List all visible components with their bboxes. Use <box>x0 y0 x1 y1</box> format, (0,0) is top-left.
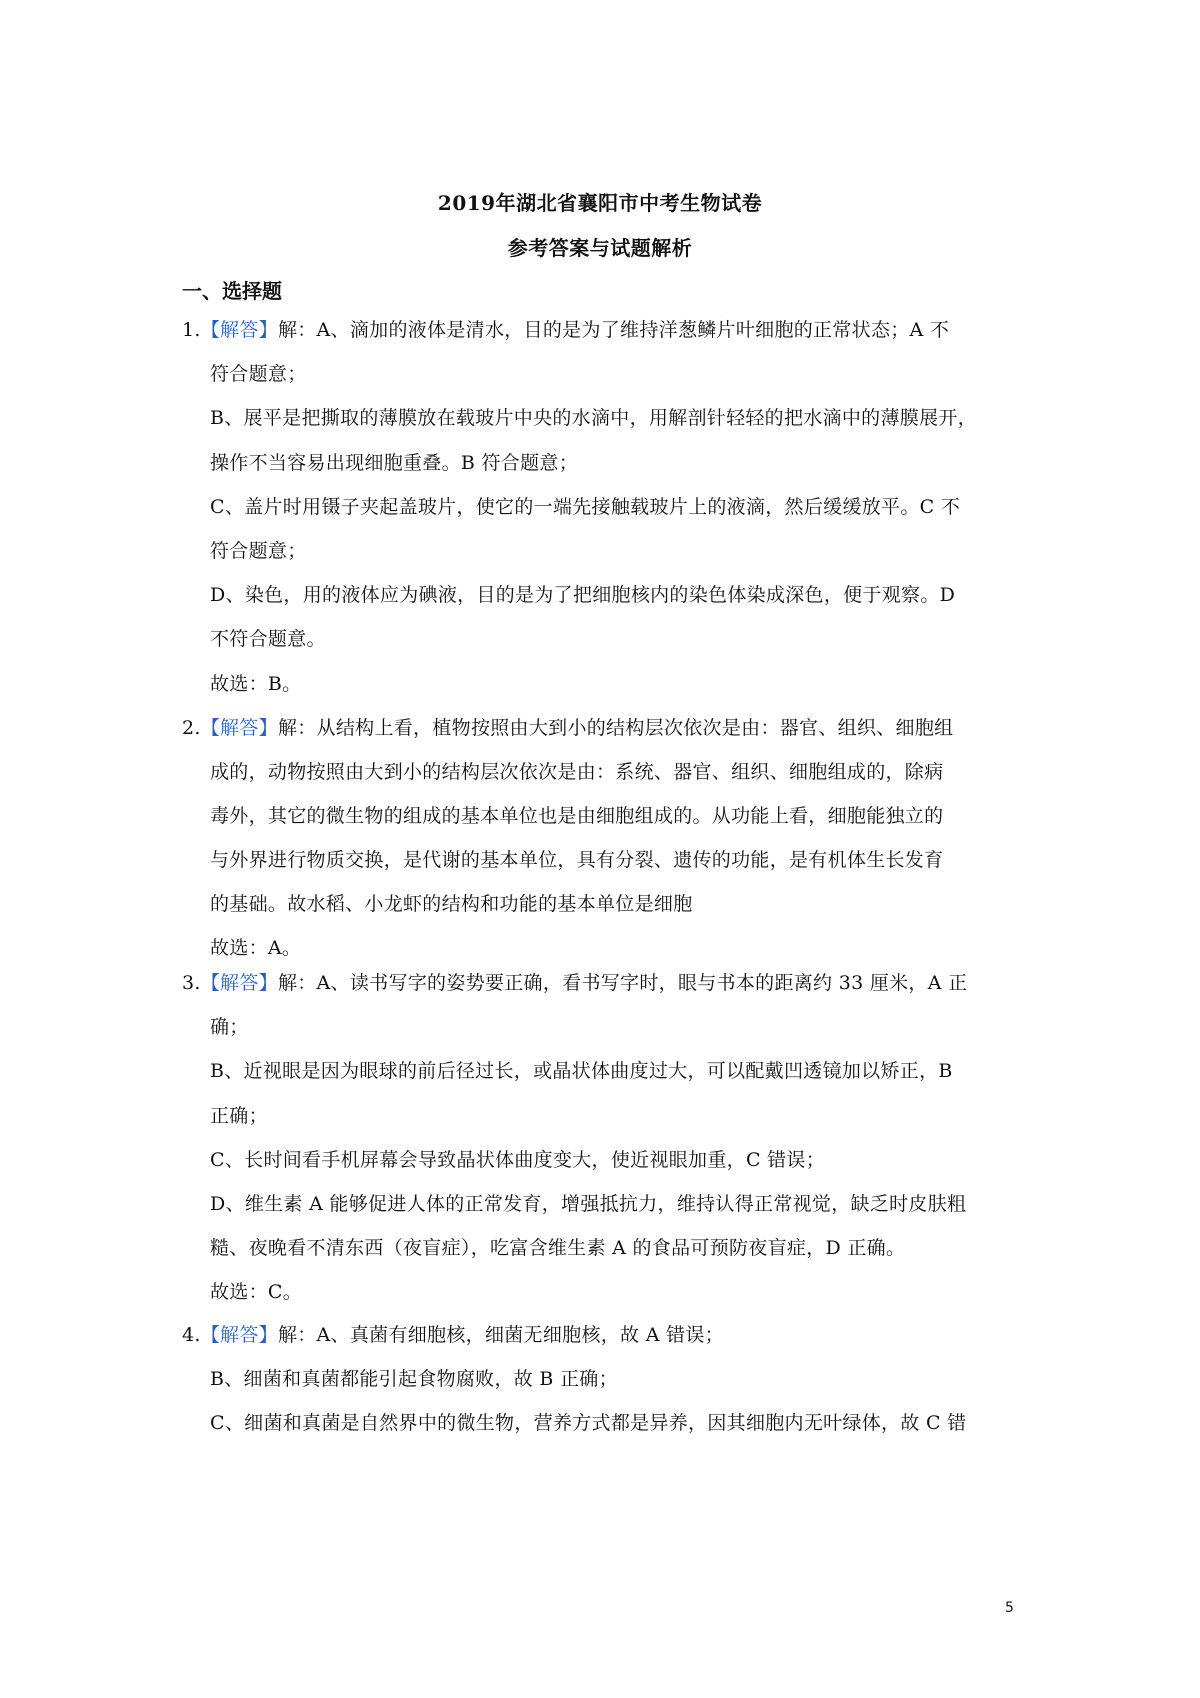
answer-line: 成的，动物按照由大到小的结构层次依次是由：系统、器官、组织、细胞组成的，除病 <box>210 761 944 783</box>
answer-line: C、细菌和真菌是自然界中的微生物，营养方式都是异养，因其细胞内无叶绿体，故 C 错 <box>210 1412 967 1434</box>
answer-tag: 【解答】 <box>200 972 278 994</box>
answer-line: D、染色，用的液体应为碘液，目的是为了把细胞核内的染色体染成深色，便于观察。D <box>210 584 956 607</box>
question-2-first-line <box>182 713 1020 740</box>
answer-line: 的基础。故水稻、小龙虾的结构和功能的基本单位是细胞 <box>210 893 693 915</box>
answer-line: 故选：B。 <box>210 672 302 695</box>
answer-tag: 【解答】 <box>200 319 278 341</box>
answer-tag: 【解答】 <box>200 1324 278 1346</box>
answer-line: D、维生素 A 能够促进人体的正常发育，增强抵抗力，维持认得正常视觉，缺乏时皮肤粗 <box>210 1193 967 1215</box>
answer-tag: 【解答】 <box>200 717 278 739</box>
question-number: 1. <box>182 319 201 341</box>
answer-line: B、展平是把撕取的薄膜放在载玻片中央的水滴中，用解剖针轻轻的把水滴中的薄膜展开， <box>210 407 977 430</box>
answer-line: 确； <box>210 1016 249 1039</box>
answer-line: 正确； <box>210 1104 268 1127</box>
section-heading: 一、选择题 <box>182 279 282 303</box>
answer-line: B、近视眼是因为眼球的前后径过长，或晶状体曲度过大，可以配戴凹透镜加以矫正，B <box>210 1060 953 1083</box>
answer-line: 操作不当容易出现细胞重叠。B 符合题意； <box>210 451 579 474</box>
question-number: 2. <box>182 717 201 739</box>
page-subtitle: 参考答案与试题解析 <box>507 236 693 260</box>
answer-line: 故选：A。 <box>210 937 302 959</box>
answer-text: 解：A、读书写字的姿势要正确，看书写字时，眼与书本的距离约 33 厘米，A 正 <box>277 972 968 994</box>
answer-line: C、盖片时用镊子夹起盖玻片，使它的一端先接触载玻片上的液滴，然后缓缓放平。C 不 <box>210 495 961 518</box>
answer-text: 解：从结构上看，植物按照由大到小的结构层次依次是由：器官、组织、细胞组 <box>277 717 954 739</box>
question-number: 3. <box>182 972 201 994</box>
page-number: 5 <box>1005 1600 1014 1616</box>
answer-text: 解：A、真菌有细胞核，细菌无细胞核，故 A 错误； <box>277 1324 724 1346</box>
answer-line: 符合题意； <box>210 540 307 562</box>
question-3-first-line <box>182 968 1020 995</box>
answer-line: 毒外，其它的微生物的组成的基本单位也是由细胞组成的。从功能上看，细胞能独立的 <box>210 805 944 827</box>
question-1-first-line <box>182 315 1020 342</box>
answer-line: B、细菌和真菌都能引起食物腐败，故 B 正确； <box>210 1368 618 1390</box>
answer-line: 故选：C。 <box>210 1281 303 1304</box>
answer-text: 解：A、滴加的液体是清水，目的是为了维持洋葱鳞片叶细胞的正常状态；A 不 <box>277 319 950 341</box>
question-4-first-line <box>182 1320 1020 1347</box>
answer-line: 不符合题意。 <box>210 628 326 651</box>
page-title: 2019年湖北省襄阳市中考生物试卷 <box>437 191 763 215</box>
answer-line: 符合题意； <box>210 363 307 386</box>
answer-line: 糙、夜晚看不清东西（夜盲症），吃富含维生素 A 的食品可预防夜盲症，D 正确。 <box>210 1237 906 1260</box>
answer-line: C、长时间看手机屏幕会导致晶状体曲度变大，使近视眼加重，C 错误； <box>210 1148 826 1171</box>
answer-line: 与外界进行物质交换，是代谢的基本单位，具有分裂、遗传的功能，是有机体生长发育 <box>210 849 944 871</box>
question-number: 4. <box>182 1324 201 1346</box>
